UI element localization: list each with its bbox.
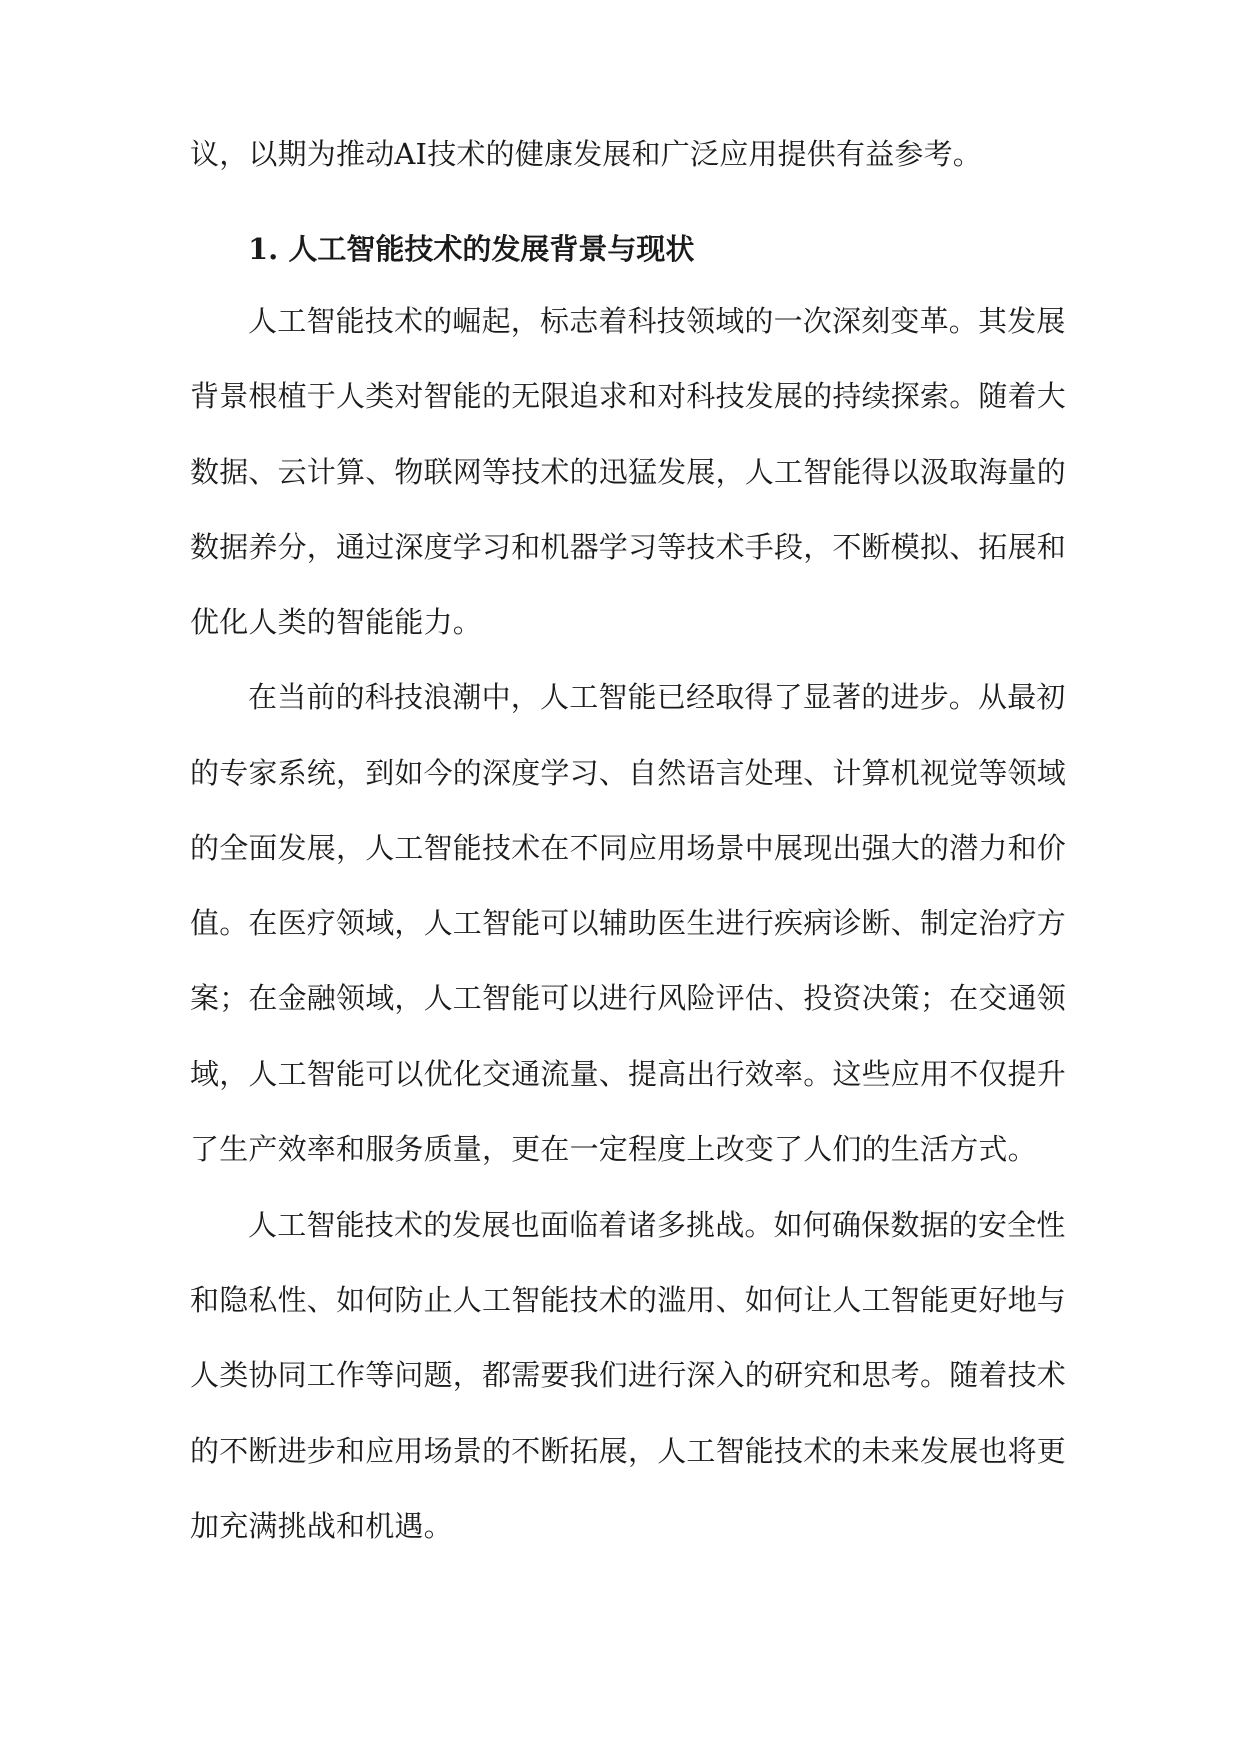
paragraph-line: 人工智能技术的崛起，标志着科技领域的一次深刻变革。其发展: [248, 304, 1066, 338]
paragraph-line: 数据、云计算、物联网等技术的迅猛发展，人工智能得以汲取海量的: [190, 455, 1067, 489]
paragraph-line: 在当前的科技浪潮中，人工智能已经取得了显著的进步。从最初: [248, 680, 1066, 714]
paragraph-line: 了生产效率和服务质量，更在一定程度上改变了人们的生活方式。: [190, 1132, 1037, 1166]
paragraph-line: 的全面发展，人工智能技术在不同应用场景中展现出强大的潜力和价: [190, 831, 1067, 865]
paragraph-line: 加充满挑战和机遇。: [190, 1509, 453, 1543]
paragraph-line: 的不断进步和应用场景的不断拓展，人工智能技术的未来发展也将更: [190, 1434, 1067, 1468]
paragraph-line: 背景根植于人类对智能的无限追求和对科技发展的持续探索。随着大: [190, 379, 1067, 413]
paragraph-line: 人工智能技术的发展也面临着诸多挑战。如何确保数据的安全性: [248, 1208, 1066, 1242]
paragraph-line: 案；在金融领域，人工智能可以进行风险评估、投资决策；在交通领: [190, 981, 1067, 1015]
paragraph-line: 人类协同工作等问题，都需要我们进行深入的研究和思考。随着技术: [190, 1358, 1067, 1392]
paragraph-line: 优化人类的智能能力。: [190, 605, 483, 639]
intro-tail-text: 议，以期为推动AI技术的健康发展和广泛应用提供有益参考。: [190, 137, 982, 171]
paragraph-line: 值。在医疗领域，人工智能可以辅助医生进行疾病诊断、制定治疗方: [190, 906, 1067, 940]
paragraph-line: 域，人工智能可以优化交通流量、提高出行效率。这些应用不仅提升: [190, 1057, 1067, 1091]
paragraph-line: 数据养分，通过深度学习和机器学习等技术手段，不断模拟、拓展和: [190, 530, 1067, 564]
paragraph-line: 的专家系统，到如今的深度学习、自然语言处理、计算机视觉等领域: [190, 756, 1067, 790]
paragraph-line: 和隐私性、如何防止人工智能技术的滥用、如何让人工智能更好地与: [190, 1283, 1067, 1317]
section-heading: 1. 人工智能技术的发展背景与现状: [248, 232, 695, 266]
